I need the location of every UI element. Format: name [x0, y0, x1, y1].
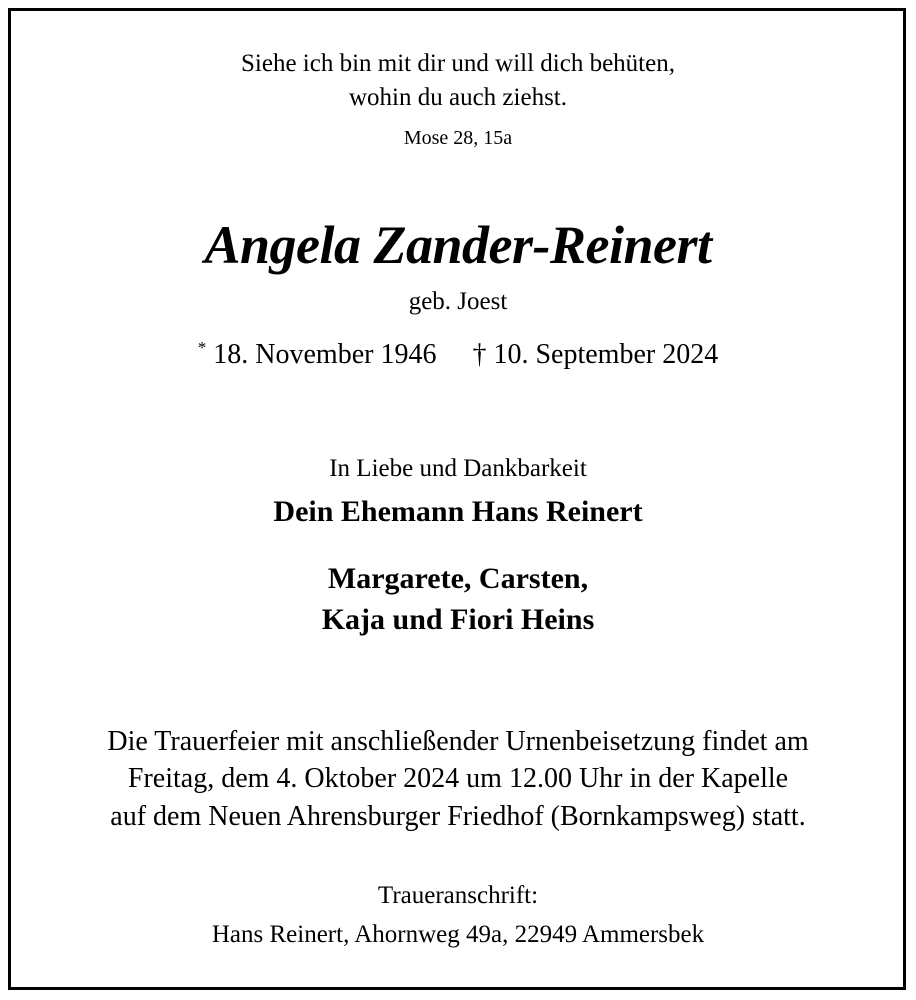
life-dates: [0, 338, 916, 370]
mourners-intro: In Liebe und Dankbarkeit: [329, 455, 587, 482]
death-date: 10. September 2024: [493, 339, 719, 370]
deceased-name: Angela Zander-Reinert: [204, 215, 712, 275]
verse-line-2: wohin du auch ziehst.: [348, 84, 567, 111]
address-label: Traueranschrift:: [377, 882, 539, 909]
death-symbol: †: [472, 339, 487, 370]
service-line-3: auf dem Neuen Ahrensburger Friedhof (Bornkampsweg) statt.: [110, 801, 806, 832]
verse-line-1: Siehe ich bin mit dir und will dich behüten,: [241, 50, 675, 77]
mourner-family-line-2: Kaja und Fiori Heins: [321, 603, 595, 636]
birth-date: 18. November 1946: [213, 339, 437, 370]
birth-symbol: *: [197, 338, 207, 357]
mourner-family-line-1: Margarete, Carsten,: [327, 562, 589, 595]
born-name: geb. Joest: [408, 288, 508, 315]
address-value: Hans Reinert, Ahornweg 49a, 22949 Ammersbek: [211, 921, 705, 948]
verse-reference: Mose 28, 15a: [403, 127, 513, 149]
mourner-spouse: Dein Ehemann Hans Reinert: [273, 495, 643, 528]
service-line-1: Die Trauerfeier mit anschließender Urnenbeisetzung findet am: [107, 726, 809, 757]
service-line-2: Freitag, dem 4. Oktober 2024 um 12.00 Uhr in der Kapelle: [127, 763, 789, 794]
